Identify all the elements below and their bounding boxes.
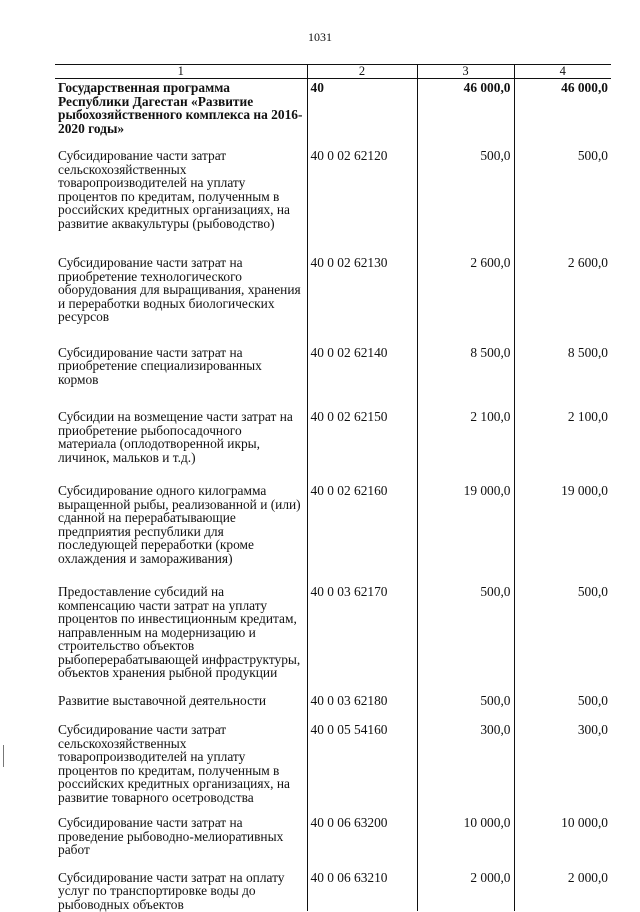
code-cell: 40 0 03 62170 [307,585,417,694]
name-cell: Государственная программа Республики Дагестан «Развитие рыбохозяйственного комплекса на 2016-2020 годы» [58,80,303,136]
amount-cell-col3: 46 000,0 [417,79,514,150]
budget-table [55,64,611,911]
amount-cell-col4: 10 000,0 [514,816,611,871]
name-cell: Субсидирование части затрат сельскохозяйственных товаропроизводителей на уплату процентов по кредитам, полученным в российских кредитных организациях, на развитие товарного осетроводства [58,722,290,805]
amount-cell-col3: 2 600,0 [417,256,514,346]
amount-cell-col3: 2 000,0 [417,871,514,912]
name-cell: Развитие выставочной деятельности [58,692,267,708]
code-cell: 40 [307,79,417,150]
table-row [55,694,611,724]
code-cell: 40 0 06 63210 [307,871,417,912]
amount-cell-col4: 19 000,0 [514,484,611,585]
code-cell: 40 0 02 62130 [307,256,417,346]
amount-cell-col4: 2 100,0 [514,410,611,484]
amount-cell-col4: 46 000,0 [514,79,611,150]
name-cell: Предоставление субсидий на компенсацию части затрат на уплату процентов по инвестиционным кредитам, направленным на модернизацию и строительство объектов рыбоперерабатывающей инфраструктуры, объектов хранения рыбной продукции [58,584,301,680]
amount-cell-col4: 8 500,0 [514,346,611,411]
amount-cell-col4: 500,0 [514,694,611,724]
table-row [55,256,611,346]
name-cell: Субсидирование части затрат сельскохозяйственных товаропроизводителей на уплату процентов по кредитам, полученным в российских кредитных организациях, на развитие аквакультуры (рыбоводство) [58,148,290,231]
table-body [55,79,611,912]
table-row [55,816,611,871]
amount-cell-col3: 10 000,0 [417,816,514,871]
amount-cell-col4: 2 000,0 [514,871,611,912]
amount-cell-col4: 500,0 [514,585,611,694]
code-cell: 40 0 02 62120 [307,149,417,256]
code-cell: 40 0 02 62140 [307,346,417,411]
page-number: 1031 [308,30,332,44]
code-cell: 40 0 05 54160 [307,723,417,816]
amount-cell-col3: 500,0 [417,149,514,256]
name-cell: Субсидирование части затрат на приобретение специализированных кормов [58,344,262,387]
name-cell: Субсидирование части затрат на приобретение технологического оборудования для выращивания, хранения и переработки водных биологических ресурсов [58,255,301,324]
name-cell: Субсидии на возмещение части затрат на приобретение рыбопосадочного материала (оплодотворенной икры, личинок, мальков и т.д.) [58,409,293,465]
table-row [55,410,611,484]
table-row [55,346,611,411]
amount-cell-col3: 8 500,0 [417,346,514,411]
amount-cell-col3: 500,0 [417,694,514,724]
header-col-3: 3 [417,65,514,79]
amount-cell-col3: 500,0 [417,585,514,694]
header-col-2: 2 [307,65,417,79]
name-cell: Субсидирование части затрат на проведение рыбоводно-мелиоративных работ [58,815,284,857]
header-col-4: 4 [514,65,611,79]
table-row [55,149,611,256]
amount-cell-col4: 500,0 [514,149,611,256]
code-cell: 40 0 02 62160 [307,484,417,585]
code-cell: 40 0 02 62150 [307,410,417,484]
amount-cell-col4: 300,0 [514,723,611,816]
amount-cell-col4: 2 600,0 [514,256,611,346]
code-cell: 40 0 03 62180 [307,694,417,724]
table-row [55,484,611,585]
scan-artifact-mark [3,745,4,767]
amount-cell-col3: 2 100,0 [417,410,514,484]
amount-cell-col3: 300,0 [417,723,514,816]
table-header-row [55,65,611,79]
name-cell: Субсидирование одного килограмма выращенной рыбы, реализованной и (или) сданной на перерабатывающие предприятия республики для последующей переработки (кроме охлаждения и замораживания) [58,483,301,566]
table-row [55,723,611,816]
table-row [55,79,611,150]
header-col-1: 1 [55,65,307,79]
amount-cell-col3: 19 000,0 [417,484,514,585]
name-cell: Субсидирование части затрат на оплату услуг по транспортировке воды до рыбоводных объектов [58,869,285,912]
table-row [55,585,611,694]
code-cell: 40 0 06 63200 [307,816,417,871]
